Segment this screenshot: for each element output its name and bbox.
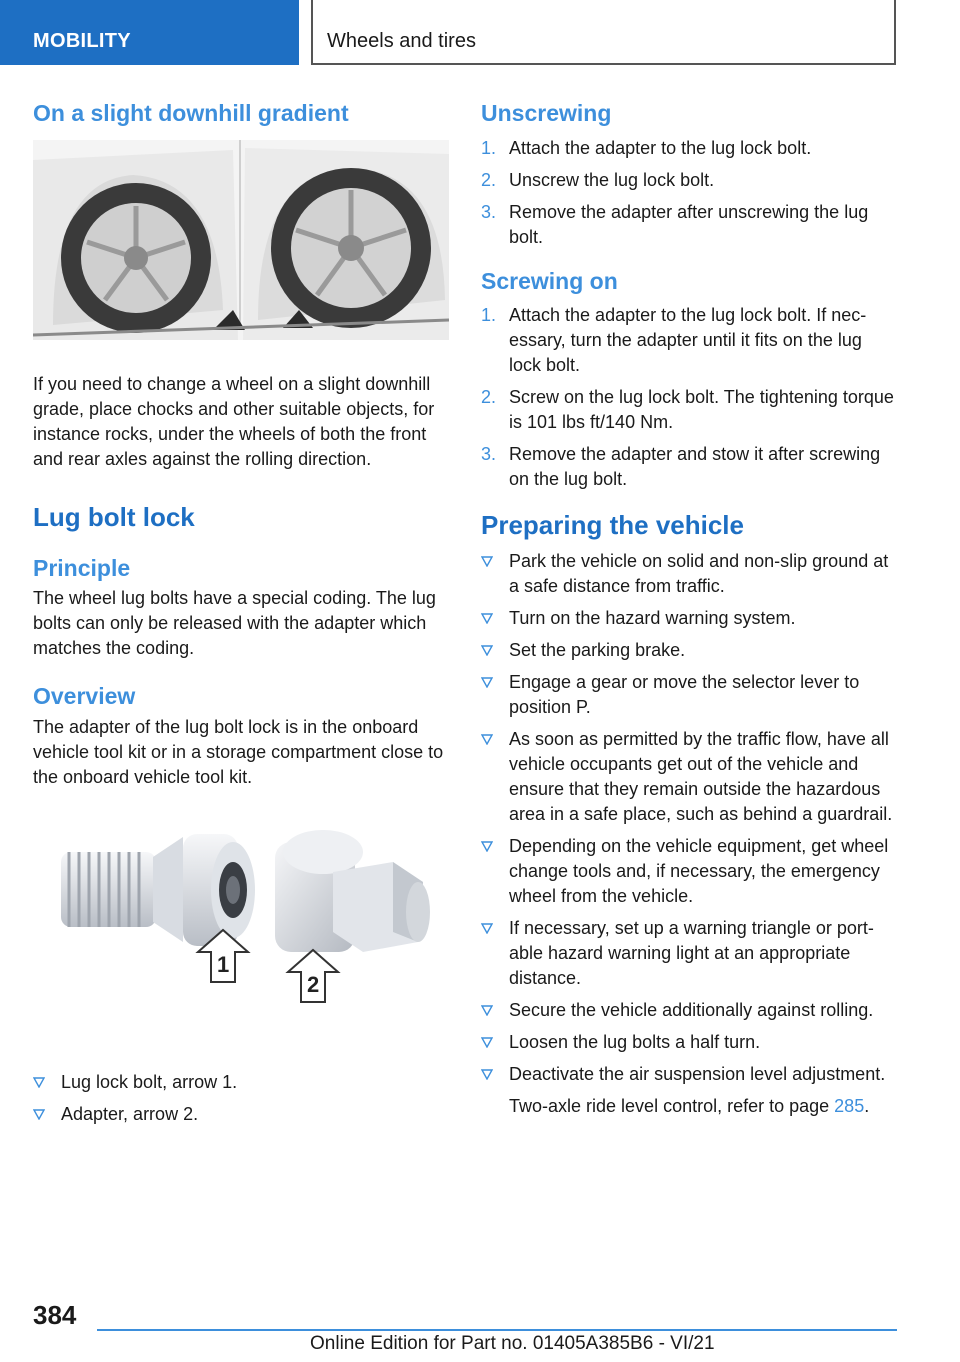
- list-item: 2. Unscrew the lug lock bolt.: [481, 169, 715, 190]
- preparing-list: [481, 549, 897, 1119]
- chapter-tab: [311, 0, 896, 65]
- triangle-bullet-icon: [481, 1069, 493, 1080]
- overview-text: The adapter of the lug bolt lock is in the onboard vehicle tool kit or in a storage compartment close to the onboard vehicle tool kit.: [33, 716, 444, 787]
- triangle-bullet-icon: [481, 645, 493, 656]
- screwing-steps: [481, 303, 897, 492]
- gradient-text: If you need to change a wheel on a slight downhill grade, place chocks and other suitable objects, for instance rocks, under the wheels of both the front and rear axles against the rolling direction.: [33, 373, 435, 469]
- lug-bolt-heading: Lug bolt lock: [33, 501, 195, 532]
- arrow-label-2: 2: [307, 971, 320, 997]
- reference-text: Two-axle ride level control, refer to page: [509, 1096, 835, 1117]
- triangle-bullet-icon: [481, 734, 493, 745]
- list-item: Engage a gear or move the selector lever to position P.: [481, 670, 897, 720]
- triangle-bullet-icon: [33, 1109, 45, 1120]
- list-item: Depending on the vehicle equipment, get wheel change tools and, if necessary, the emergency wheel from the vehicle.: [481, 834, 897, 909]
- list-item: 3. Remove the adapter after unscrewing the lug bolt.: [481, 201, 869, 247]
- list-item: 1. Attach the adapter to the lug lock bolt. If necessary, turn the adapter until it fits on the lug lock bolt.: [481, 305, 867, 376]
- list-item: Adapter, arrow 2.: [33, 1102, 449, 1127]
- page-link[interactable]: 285: [834, 1096, 865, 1117]
- triangle-bullet-icon: [481, 841, 493, 852]
- chapter-label: Wheels and tires: [327, 30, 476, 52]
- edition-text: Online Edition for Part no. 01405A385B6 - VI/21: [310, 1333, 715, 1354]
- list-item: As soon as permitted by the traffic flow, have all vehicle occupants get out of the vehicle and ensure that they remain outside the hazardous area in a safe place, such as behind a guardrail.: [481, 727, 897, 827]
- overview-heading: Overview: [33, 683, 136, 710]
- section-label: MOBILITY: [33, 30, 131, 52]
- wheel-chock-illustration: [33, 140, 449, 340]
- list-item: Lug lock bolt, arrow 1.: [33, 1070, 449, 1095]
- reference-line: Two-axle ride level control, refer to page 285.: [509, 1096, 870, 1117]
- list-item: 3. Remove the adapter and stow it after screwing on the lug bolt.: [481, 444, 881, 490]
- lug-bolt-svg: [33, 812, 449, 1042]
- footer-rule: [97, 1329, 897, 1331]
- list-item: Deactivate the air suspension level adjustment. Two-axle ride level control, refer to page 285.: [481, 1062, 897, 1119]
- triangle-bullet-icon: [481, 1005, 493, 1016]
- list-item: Secure the vehicle additionally against rolling.: [481, 998, 897, 1023]
- triangle-bullet-icon: [33, 1077, 45, 1088]
- principle-heading: Principle: [33, 554, 131, 581]
- triangle-bullet-icon: [481, 613, 493, 624]
- legend-list: [33, 1070, 449, 1127]
- list-item: 1. Attach the adapter to the lug lock bolt.: [481, 137, 812, 158]
- list-item: Park the vehicle on solid and non-slip ground at a safe distance from traffic.: [481, 549, 897, 599]
- principle-text: The wheel lug bolts have a special coding. The lug bolts can only be released with the adapter which matches the coding.: [33, 588, 436, 659]
- section-tab: [0, 0, 299, 65]
- wheel-chock-svg: [33, 140, 449, 340]
- right-column: [481, 100, 897, 1126]
- triangle-bullet-icon: [481, 1037, 493, 1048]
- page-number: 384: [33, 1300, 77, 1330]
- left-column: [33, 100, 449, 1134]
- unscrewing-heading: Unscrewing: [481, 100, 612, 126]
- triangle-bullet-icon: [481, 923, 493, 934]
- list-item: 2. Screw on the lug lock bolt. The tightening torque is 101 lbs ft/140 Nm.: [481, 387, 894, 433]
- preparing-heading: Preparing the vehicle: [481, 510, 744, 541]
- screwing-heading: Screwing on: [481, 267, 618, 294]
- unscrewing-steps: [481, 136, 897, 250]
- triangle-bullet-icon: [481, 556, 493, 567]
- lug-bolt-illustration: [33, 812, 449, 1042]
- triangle-bullet-icon: [481, 677, 493, 688]
- arrow-label-1: 1: [217, 951, 230, 977]
- list-item: Loosen the lug bolts a half turn.: [481, 1030, 897, 1055]
- list-item: If necessary, set up a warning triangle or portable hazard warning light at an appropriate distance.: [481, 916, 897, 991]
- gradient-heading: On a slight downhill gradient: [33, 100, 349, 126]
- list-item: Turn on the hazard warning system.: [481, 606, 897, 631]
- list-item: Set the parking brake.: [481, 638, 897, 663]
